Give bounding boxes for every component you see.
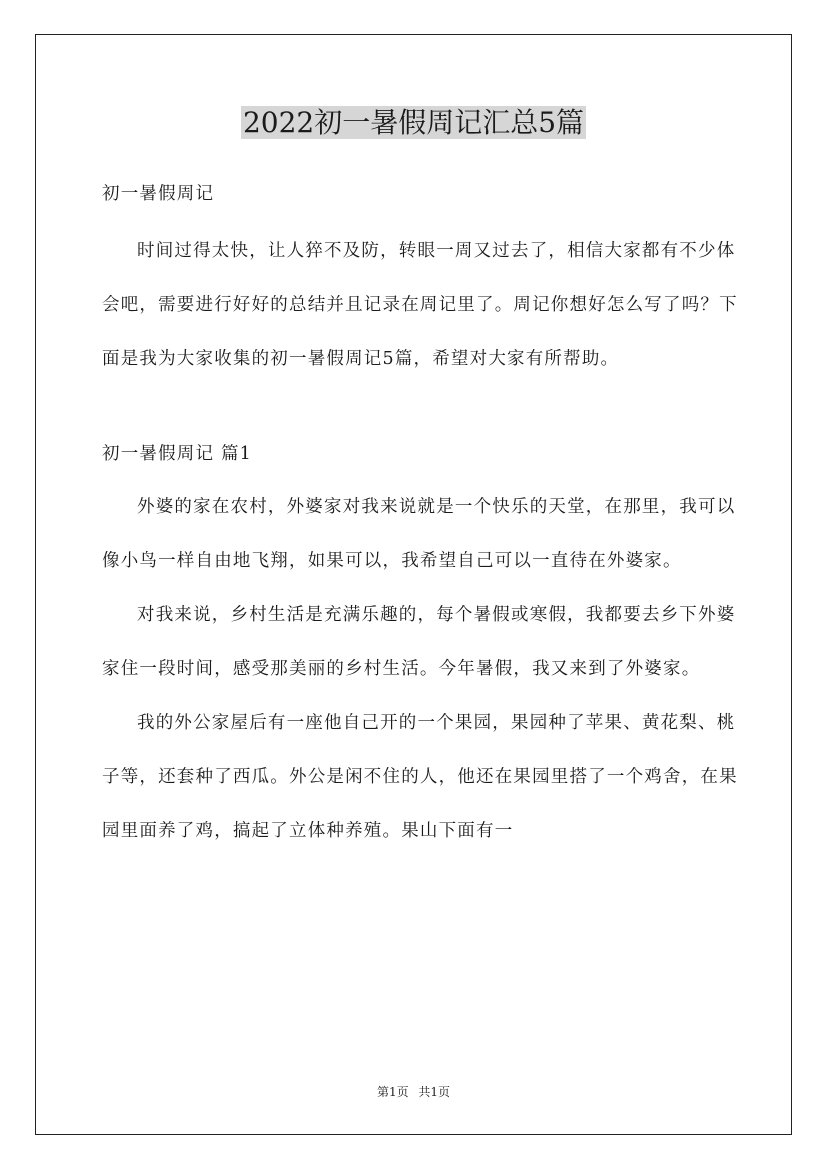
section1-heading: 初一暑假周记 篇1 <box>102 444 252 464</box>
section-spacer <box>102 386 742 432</box>
page-number-current: 第1页 <box>376 1085 409 1099</box>
section1-paragraph-2: 对我来说，乡村生活是充满乐趣的，每个暑假或寒假，我都要去乡下外婆家住一段时间，感受那美丽的乡村生活。今年暑假，我又来到了外婆家。 <box>102 605 736 679</box>
section1-paragraph-3: 我的外公家屋后有一座他自己开的一个果园，果园种了苹果、黄花梨、桃子等，还套种了西瓜。外公是闲不住的人，他还在果园里搭了一个鸡舍，在果园里面养了鸡，搞起了立体种养殖。果山下面有一 <box>102 713 738 841</box>
page-footer <box>0 1083 827 1100</box>
page-number-total: 共1页 <box>418 1085 451 1099</box>
section1-paragraph-1: 外婆的家在农村，外婆家对我来说就是一个快乐的天堂，在那里，我可以像小鸟一样自由地飞翔，如果可以，我希望自己可以一直待在外婆家。 <box>102 497 736 571</box>
document-body <box>102 172 742 858</box>
document-title-text: 2022初一暑假周记汇总5篇 <box>242 106 585 139</box>
intro-paragraph: 时间过得太快，让人猝不及防，转眼一周又过去了，相信大家都有不少体会吧，需要进行好好的总结并且记录在周记里了。周记你想好怎么写了吗？下面是我为大家收集的初一暑假周记5篇，希望对大家有所帮助。 <box>102 241 738 369</box>
document-title <box>0 103 827 143</box>
intro-heading: 初一暑假周记 <box>102 184 215 204</box>
